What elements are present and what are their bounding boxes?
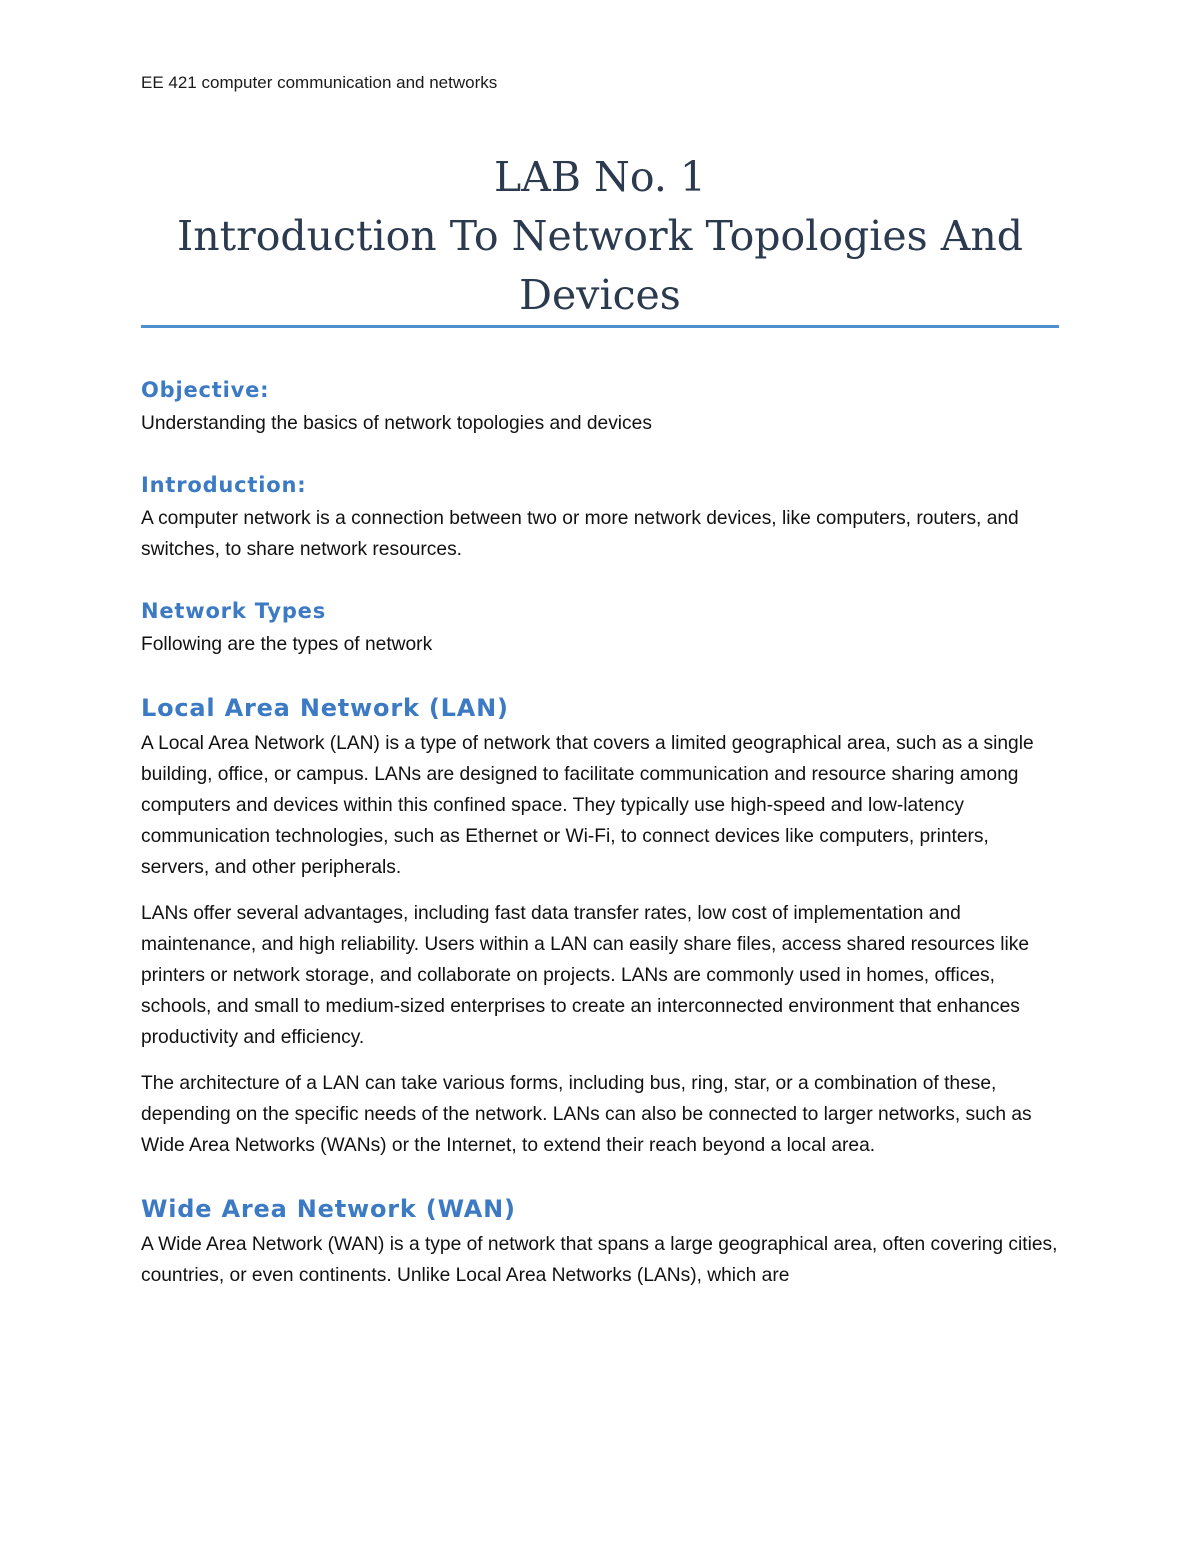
network-types-section xyxy=(141,593,1059,660)
page-header: EE 421 computer communication and networks xyxy=(141,73,498,92)
title-line-1: LAB No. 1 xyxy=(494,153,706,201)
lan-paragraph-2: LANs offer several advantages, including fast data transfer rates, low cost of implementation and maintenance, and high reliability. Users within a LAN can easily share files, access shared resources like printers or network storage, and collaborate on projects. LANs are commonly used in homes, offices, schools, and small to medium-sized enterprises to create an interconnected environment that enhances productivity and efficiency. xyxy=(141,903,1030,1048)
wan-section xyxy=(141,1189,1059,1291)
title-line-3: Devices xyxy=(519,271,681,319)
wan-paragraph-1: A Wide Area Network (WAN) is a type of network that spans a large geographical area, often covering cities, countries, or even continents. Unlike Local Area Networks (LANs), which are xyxy=(141,1234,1058,1286)
lan-heading: Local Area Network (LAN) xyxy=(141,694,509,722)
network-types-heading: Network Types xyxy=(141,599,327,623)
title-line-2: Introduction To Network Topologies And xyxy=(177,212,1023,260)
lan-paragraph-3: The architecture of a LAN can take various forms, including bus, ring, star, or a combination of these, depending on the specific needs of the network. LANs can also be connected to larger networks, such as Wide Area Networks (WANs) or the Internet, to extend their reach beyond a local area. xyxy=(141,1073,1032,1156)
objective-section xyxy=(141,372,1059,439)
wan-heading: Wide Area Network (WAN) xyxy=(141,1195,516,1223)
objective-heading: Objective: xyxy=(141,378,270,402)
title-divider xyxy=(141,325,1059,328)
objective-text: Understanding the basics of network topologies and devices xyxy=(141,413,652,434)
lan-section xyxy=(141,688,1059,1161)
introduction-section xyxy=(141,467,1059,565)
introduction-text: A computer network is a connection between two or more network devices, like computers, routers, and switches, to share network resources. xyxy=(141,508,1019,560)
lan-paragraph-1: A Local Area Network (LAN) is a type of network that covers a limited geographical area, such as a single building, office, or campus. LANs are designed to facilitate communication and resource sharing among computers and devices within this confined space. They typically use high-speed and low-latency communication technologies, such as Ethernet or Wi-Fi, to connect devices like computers, printers, servers, and other peripherals. xyxy=(141,733,1034,878)
introduction-heading: Introduction: xyxy=(141,473,307,497)
network-types-text: Following are the types of network xyxy=(141,634,433,655)
document-title xyxy=(141,148,1059,325)
document-body xyxy=(141,372,1059,1291)
